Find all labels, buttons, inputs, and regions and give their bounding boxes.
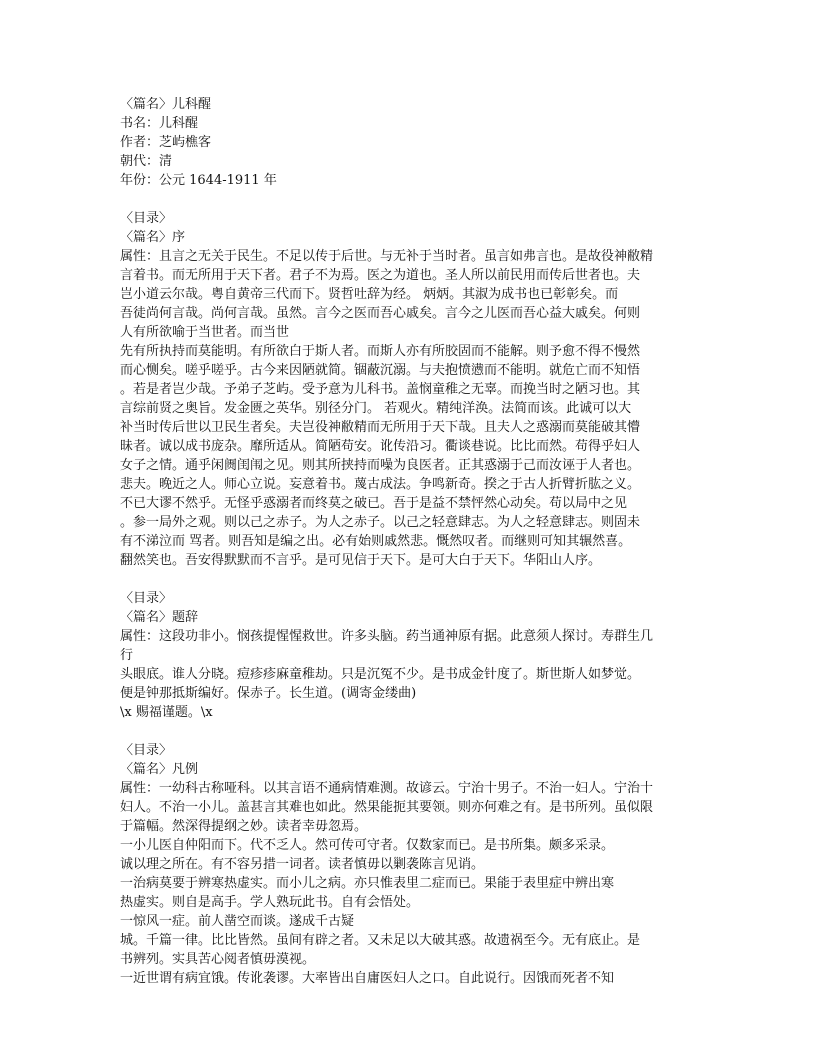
text-line: 昧者。诚以成书庞杂。靡所适从。简陋苟安。讹传沿习。衢谈巷说。比比而然。苟得乎妇人 bbox=[120, 439, 641, 454]
document-page bbox=[120, 95, 700, 988]
text-line: 言着书。而无所用于天下者。君子不为焉。医之为道也。圣人所以前民用而传后世者也。夫 bbox=[120, 268, 641, 283]
author: 作者：芝屿樵客 bbox=[120, 135, 212, 150]
text-line: 人有所欲喻于当世者。而当世 bbox=[120, 325, 290, 340]
text-line: 书辨列。实具苦心阅者慎毋漠视。 bbox=[120, 952, 316, 967]
text-line: 诚以理之所在。有不容另措一词者。读者慎毋以剿袭陈言见诮。 bbox=[120, 857, 485, 872]
section-title: 〈篇名〉序 bbox=[120, 230, 186, 245]
text-line: 一治病莫要于辨寒热虚实。而小儿之病。亦只惟表里二症而已。果能于表里症中辨出寒 bbox=[120, 876, 615, 891]
toc-marker: 〈目录〉 bbox=[120, 743, 173, 758]
text-line: 而心恻矣。嗟乎嗟乎。古今来因陋就简。锢蔽沉溺。与夫抱愤懑而不能明。就危亡而不知悟 bbox=[120, 363, 641, 378]
text-line: 言综前贤之奥旨。发金匮之英华。别径分门。 若观火。精纯洋涣。法简而该。此诚可以大 bbox=[120, 401, 632, 416]
text-line: 不已大谬不然乎。无怪乎惑溺者而终莫之破已。吾于是益不禁怦然心动矣。苟以局中之见 bbox=[120, 496, 628, 511]
section-title: 〈篇名〉凡例 bbox=[120, 762, 199, 777]
text-line: 先有所执持而莫能明。有所欲白于斯人者。而斯人亦有所胶固而不能解。则予愈不得不慢然 bbox=[120, 344, 641, 359]
text-line: 妇人。不治一小儿。盖甚言其难也如此。然果能扼其要领。则亦何难之有。是书所列。虽似限 bbox=[120, 800, 654, 815]
section-spacer bbox=[120, 190, 700, 209]
text-line: 。参一局外之观。则以己之赤子。为人之赤子。以己之轻意肆志。为人之轻意肆志。则固未 bbox=[120, 515, 641, 530]
year: 年份：公元 1644-1911 年 bbox=[120, 173, 277, 188]
section bbox=[120, 589, 700, 722]
toc-marker: 〈目录〉 bbox=[120, 211, 173, 226]
header-title: 〈篇名〉儿科醒 bbox=[120, 97, 212, 112]
text-line: 于篇幅。然深得提纲之妙。读者幸毋忽焉。 bbox=[120, 819, 368, 834]
text-line: 属性：一幼科古称哑科。以其言语不通病情难测。故谚云。宁治十男子。不治一妇人。宁治十 bbox=[120, 781, 654, 796]
section-title: 〈篇名〉题辞 bbox=[120, 610, 199, 625]
text-line: 行 bbox=[120, 648, 134, 663]
text-line: 翻然笑也。吾安得默默而不言乎。是可见信于天下。是可大白于天下。华阳山人序。 bbox=[120, 553, 602, 568]
text-line: 女子之情。通乎闲阓闺闱之见。则其所挟持而噪为良医者。正其惑溺于己而汝诬于人者也。 bbox=[120, 458, 641, 473]
dynasty: 朝代：清 bbox=[120, 154, 173, 169]
text-line: 属性：且言之无关于民生。不足以传于后世。与无补于当时者。虽言如弗言也。是故役神敝精 bbox=[120, 249, 654, 264]
text-line: \x 赐福谨题。\x bbox=[120, 705, 213, 720]
book-name: 书名：儿科醒 bbox=[120, 116, 199, 131]
text-line: 岂小道云尔哉。粤自黄帝三代而下。贤哲吐辞为经。 炳炳。其淑为成书也已彰彰矣。而 bbox=[120, 287, 619, 302]
text-line: 。若是者岂少哉。予弟子芝屿。受予意为儿科书。盖悯童稚之无辜。而挽当时之陋习也。其 bbox=[120, 382, 641, 397]
text-line: 补当时传后世以卫民生者矣。夫岂役神敝精而无所用于天下哉。且夫人之惑溺而莫能破其懵 bbox=[120, 420, 641, 435]
text-line: 属性：这段功非小。悯孩提惺惺救世。许多头脑。药当通神原有据。此意须人探讨。寿群生几 bbox=[120, 629, 654, 644]
text-line: 头眼底。谁人分晓。痘疹疹麻童稚劫。只是沉冤不少。是书成金针度了。斯世斯人如梦觉。 bbox=[120, 667, 641, 682]
section-spacer bbox=[120, 570, 700, 589]
text-line: 有不涕泣而 骂者。则吾知是编之出。必有始则戚然悲。慨然叹者。而继则可知其辗然喜。 bbox=[120, 534, 632, 549]
toc-marker: 〈目录〉 bbox=[120, 591, 173, 606]
text-line: 一近世谓有病宜饿。传讹袭谬。大率皆出自庸医妇人之口。自此说行。因饿而死者不知 bbox=[120, 971, 615, 986]
text-line: 一惊风一症。前人凿空而谈。遂成千古疑 bbox=[120, 914, 355, 929]
text-line: 便是钟那抵斯编好。保赤子。长生道。(调寄金缕曲) bbox=[120, 686, 417, 701]
header-block bbox=[120, 95, 700, 190]
text-line: 城。千篇一律。比比皆然。虽间有辟之者。又未足以大破其惑。故遗祸至今。无有底止。是 bbox=[120, 933, 641, 948]
text-line: 一小儿医自仲阳而下。代不乏人。然可传可守者。仅数家而已。是书所集。颇多采录。 bbox=[120, 838, 615, 853]
sections bbox=[120, 190, 700, 988]
section bbox=[120, 209, 700, 570]
text-line: 悲夫。晚近之人。师心立说。妄意着书。蔑古成法。争鸣新奇。揆之于古人折臂折肱之义。 bbox=[120, 477, 641, 492]
text-line: 吾徒尚何言哉。尚何言哉。虽然。言今之医而吾心戚矣。言今之儿医而吾心益大戚矣。何则 bbox=[120, 306, 641, 321]
section-spacer bbox=[120, 722, 700, 741]
section bbox=[120, 741, 700, 988]
text-line: 热虚实。则自是高手。学人熟玩此书。自有会悟处。 bbox=[120, 895, 420, 910]
